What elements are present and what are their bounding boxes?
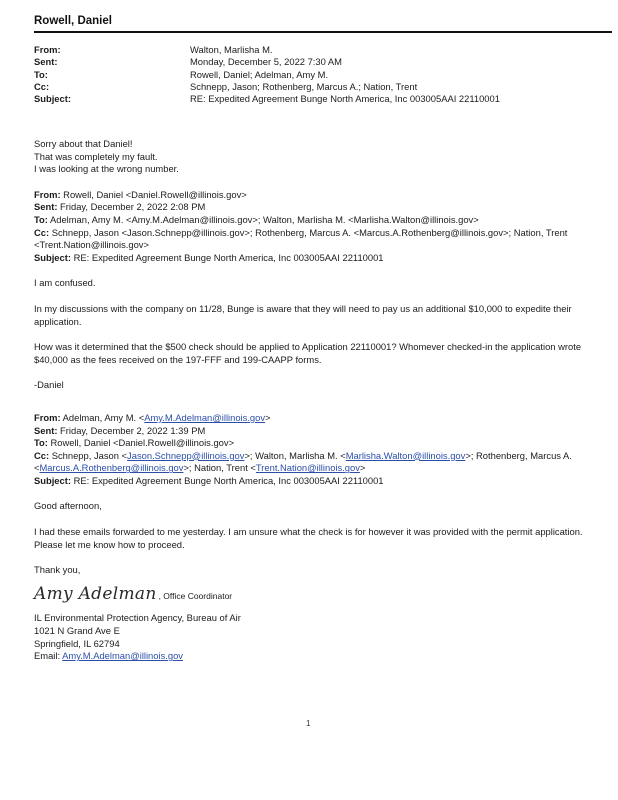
to-label: To: — [34, 213, 48, 225]
header-value: Monday, December 5, 2022 7:30 AM — [190, 56, 342, 68]
from-label: From: — [34, 411, 61, 423]
from-value: Adelman, Amy M. < — [62, 411, 145, 423]
cc-value: >; Nation, Trent < — [183, 462, 256, 474]
header-value: Walton, Marlisha M. — [190, 44, 273, 55]
header-row-sent — [34, 56, 614, 68]
to-value: Rowell, Daniel <Daniel.Rowell@illinois.gov> — [50, 437, 235, 449]
subject-value: RE: Expedited Agreement Bunge North America, Inc 003005AAI 22110001 — [73, 474, 384, 486]
greeting: Good afternoon, — [34, 500, 102, 512]
header-label: From: — [34, 44, 61, 55]
signature-email-label: Email: — [34, 650, 63, 662]
cc-label: Cc: — [34, 449, 50, 461]
closing: Thank you, — [34, 564, 81, 576]
subject-label: Subject: — [34, 251, 71, 263]
signature-email-link[interactable]: Amy.M.Adelman@illinois.gov — [62, 650, 183, 662]
message-paragraph: In my discussions with the company on 11/28, Bunge is aware that they will need to pay us an additional $10,000 to expedite their application. — [34, 302, 572, 327]
header-label: Cc: — [34, 80, 50, 92]
header-row-subject — [34, 93, 614, 105]
header-label: To: — [34, 68, 48, 80]
cc-label: Cc: — [34, 226, 50, 238]
header-row-to — [34, 69, 614, 81]
message-paragraph: How was it determined that the $500 check should be applied to Application 22110001? Whomever checked-in the application wrote $40,000 as the fees received on the 197-FFF and 199-CAAPP forms. — [34, 341, 582, 365]
from-value: > — [265, 411, 271, 423]
page-number: 1 — [306, 719, 311, 728]
cc-value: > — [359, 462, 366, 474]
subject-label: Subject: — [34, 474, 71, 486]
email-link[interactable]: Trent.Nation@illinois.gov — [255, 462, 360, 474]
email-link[interactable]: Marlisha.Walton@illinois.gov — [345, 449, 466, 461]
signature-org: IL Environmental Protection Agency, Bureau of Air — [34, 612, 241, 624]
header-label: Subject: — [34, 93, 71, 105]
message-paragraph: I am confused. — [34, 277, 96, 289]
header-row-cc — [34, 81, 614, 93]
header-value: RE: Expedited Agreement Bunge North America, Inc 003005AAI 22110001 — [190, 93, 500, 105]
quoted-header-3 — [34, 412, 612, 488]
cc-value: >; Rothenberg, Marcus A. < — [34, 449, 572, 474]
header-label: Sent: — [34, 56, 58, 68]
signature-city: Springfield, IL 62794 — [34, 637, 120, 649]
cc-value: Schnepp, Jason < — [51, 449, 128, 461]
mailbox-owner: Rowell, Daniel — [34, 15, 112, 27]
email-body — [34, 138, 612, 663]
signature-line — [34, 583, 612, 604]
signature-street: 1021 N Grand Ave E — [34, 625, 120, 637]
message-paragraph: I had these emails forwarded to me yesterday. I am unsure what the check is for however it was provided with the permit application. Please let me know how to proceed. — [34, 526, 583, 550]
signature-title: , Office Coordinator — [158, 590, 233, 601]
header-value: Rowell, Daniel; Adelman, Amy M. — [190, 68, 329, 80]
cc-value: >; Walton, Marlisha M. < — [244, 449, 346, 461]
email-link[interactable]: Marcus.A.Rothenberg@illinois.gov — [39, 462, 184, 474]
email-link[interactable]: Jason.Schnepp@illinois.gov — [127, 449, 245, 461]
email-link[interactable]: Amy.M.Adelman@illinois.gov — [144, 411, 266, 423]
header-value: Schnepp, Jason; Rothenberg, Marcus A.; Nation, Trent — [190, 80, 418, 92]
sent-label: Sent: — [34, 424, 58, 436]
header-row-from — [34, 44, 614, 56]
reply-line: That was completely my fault. — [34, 150, 158, 162]
reply-line: I was looking at the wrong number. — [34, 163, 179, 175]
sent-label: Sent: — [34, 201, 58, 213]
sent-value: Friday, December 2, 2022 2:08 PM — [60, 201, 206, 213]
subject-value: RE: Expedited Agreement Bunge North America, Inc 003005AAI 22110001 — [73, 251, 384, 263]
signature-block — [34, 612, 612, 662]
quoted-header-2 — [34, 189, 612, 265]
email-header — [34, 44, 614, 105]
to-value: Adelman, Amy M. <Amy.M.Adelman@illinois.gov>; Walton, Marlisha M. <Marlisha.Walton@illinois.gov> — [49, 213, 479, 225]
reply-line: Sorry about that Daniel! — [34, 138, 133, 149]
header-rule — [34, 31, 612, 33]
reply-message — [34, 138, 612, 176]
sender-signoff: -Daniel — [34, 379, 64, 391]
cc-value: Schnepp, Jason <Jason.Schnepp@illinois.gov>; Rothenberg, Marcus A. <Marcus.A.Rothenberg@illinois.gov>; Nation, Trent <Trent.Nation@illinois.gov> — [34, 226, 568, 251]
from-value: Rowell, Daniel <Daniel.Rowell@illinois.gov> — [63, 188, 247, 200]
to-label: To: — [34, 437, 48, 449]
signature-name: Amy Adelman — [34, 583, 157, 604]
sent-value: Friday, December 2, 2022 1:39 PM — [60, 424, 206, 436]
from-label: From: — [34, 188, 61, 200]
